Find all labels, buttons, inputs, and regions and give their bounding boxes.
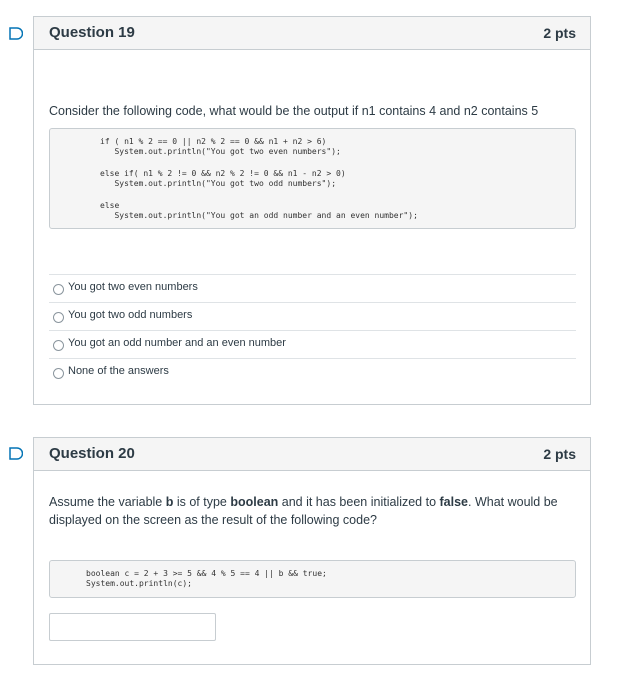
flag-question-icon[interactable]	[9, 27, 23, 40]
radio-button[interactable]	[53, 340, 64, 351]
question-20	[33, 437, 591, 665]
answer-label[interactable]: None of the answers	[68, 365, 169, 377]
radio-button[interactable]	[53, 368, 64, 379]
prompt-text: displayed on the screen as the result of the following code?	[49, 513, 377, 527]
question-header	[34, 17, 590, 50]
prompt-text: and it has been initialized to	[278, 495, 440, 509]
prompt-text: Assume the variable	[49, 495, 166, 509]
code-line: System.out.println("You got an odd number and an even number");	[100, 211, 418, 220]
answer-input[interactable]	[49, 613, 216, 641]
code-line: System.out.println(c);	[86, 579, 192, 588]
question-points: 2 pts	[543, 25, 576, 41]
prompt-text: . What would be	[468, 495, 558, 509]
question-title: Question 20	[49, 445, 135, 462]
prompt-value: false	[439, 495, 468, 509]
question-prompt	[49, 493, 558, 529]
code-line: if ( n1 % 2 == 0 || n2 % 2 == 0 && n1 + n2 > 6)	[100, 137, 327, 146]
code-block	[49, 560, 576, 598]
question-title: Question 19	[49, 24, 135, 41]
question-19	[33, 16, 591, 405]
answer-label[interactable]: You got an odd number and an even number	[68, 337, 286, 349]
answer-option[interactable]	[49, 359, 576, 387]
answer-label[interactable]: You got two even numbers	[68, 281, 198, 293]
answer-option[interactable]	[49, 331, 576, 359]
radio-button[interactable]	[53, 284, 64, 295]
answer-option[interactable]	[49, 303, 576, 331]
code-line: System.out.println("You got two even numbers");	[100, 147, 341, 156]
code-line: System.out.println("You got two odd numbers");	[100, 179, 337, 188]
code-block	[49, 128, 576, 229]
radio-button[interactable]	[53, 312, 64, 323]
question-prompt: Consider the following code, what would be the output if n1 contains 4 and n2 contains 5	[49, 104, 539, 118]
question-header	[34, 438, 590, 471]
question-points: 2 pts	[543, 446, 576, 462]
answer-option[interactable]	[49, 275, 576, 303]
answer-list	[49, 274, 576, 387]
prompt-variable: b	[165, 495, 174, 509]
code-line: else if( n1 % 2 != 0 && n2 % 2 != 0 && n1 - n2 > 0)	[100, 169, 346, 178]
answer-label[interactable]: You got two odd numbers	[68, 309, 193, 321]
prompt-type: boolean	[230, 495, 279, 509]
prompt-text: is of type	[173, 495, 231, 509]
flag-question-icon[interactable]	[9, 447, 23, 460]
code-line: else	[100, 201, 120, 210]
code-line: boolean c = 2 + 3 >= 5 && 4 % 5 == 4 || b && true;	[86, 569, 327, 578]
